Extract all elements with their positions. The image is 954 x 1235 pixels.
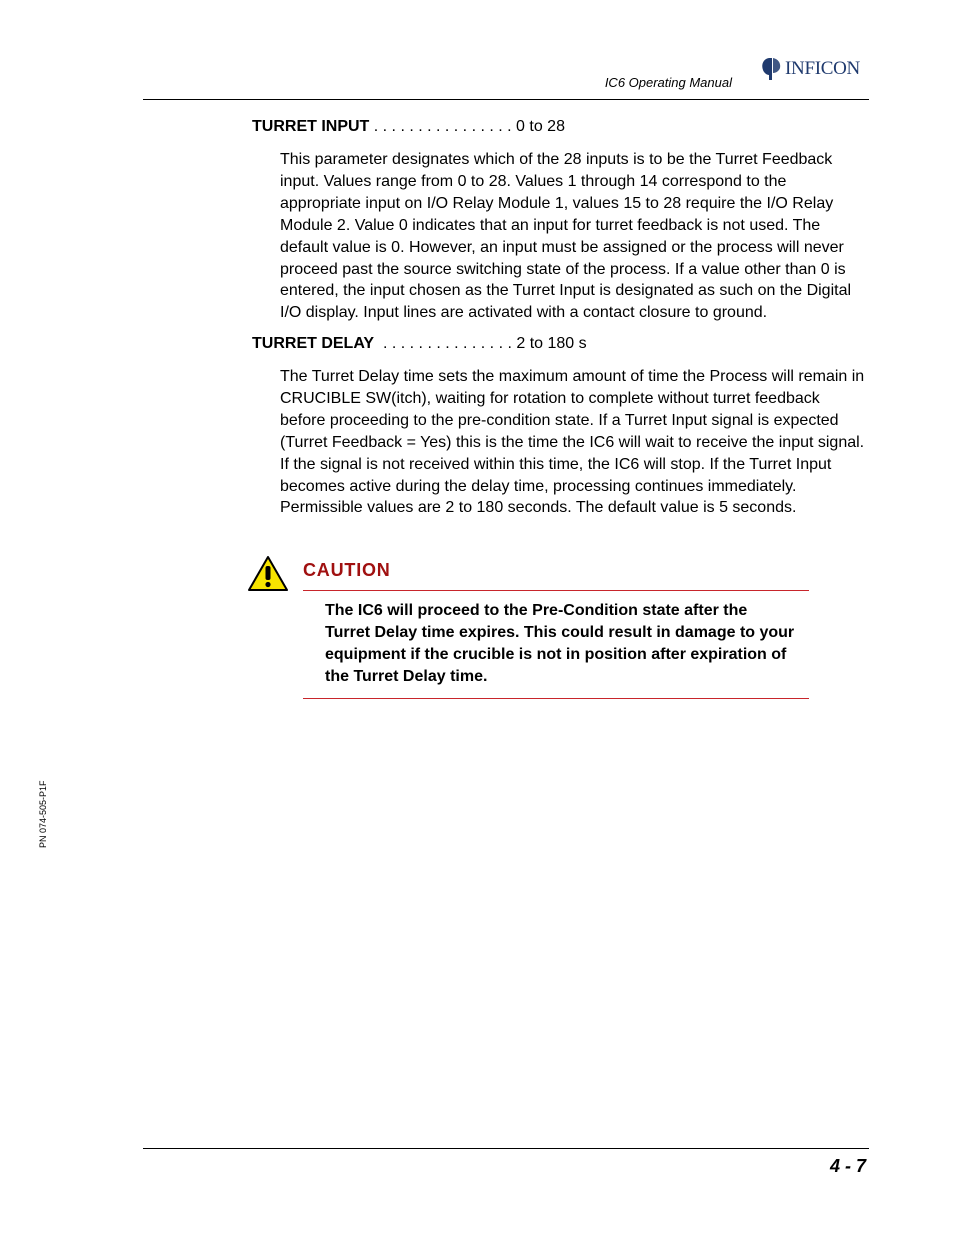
turret-input-heading — [252, 118, 565, 136]
logo-text: INFICON — [785, 58, 860, 79]
caution-top-rule — [303, 590, 809, 591]
part-number-label: PN 074-505-P1F — [38, 780, 48, 848]
manual-title: IC6 Operating Manual — [604, 75, 732, 90]
turret-input-range: 0 to 28 — [516, 118, 565, 135]
turret-input-name: TURRET INPUT — [252, 118, 370, 135]
turret-delay-dots: . . . . . . . . . . . . . . . — [374, 335, 517, 352]
caution-bottom-rule — [303, 698, 809, 699]
turret-delay-range: 2 to 180 s — [516, 335, 587, 352]
inficon-logo-icon — [760, 56, 782, 82]
warning-triangle-icon — [247, 555, 289, 598]
header-rule — [143, 99, 869, 100]
turret-input-description: This parameter designates which of the 28 inputs is to be the Turret Feedback input. Values range from 0 to 28. Values 1 through 14 correspond to the appropriate input on I/O Relay Module 1, values 15 to 28 require the I/O Relay Module 2. Value 0 indicates that an input for turret feedback is not used. The default value is 0. However, an input must be assigned or the process will never proceed past the source switching state of the process. If a value other than 0 is entered, the input chosen as the Turret Input is designated as such on the Digital I/O display. Input lines are activated with a contact closure to ground. — [280, 151, 852, 322]
footer-rule — [143, 1148, 869, 1149]
page-number: 4 - 7 — [829, 1156, 866, 1176]
turret-delay-name: TURRET DELAY — [252, 335, 375, 352]
turret-input-dots: . . . . . . . . . . . . . . . . — [369, 118, 517, 135]
turret-delay-description: The Turret Delay time sets the maximum amount of time the Process will remain in CRUCIBLE SW(itch), waiting for rotation to complete without turret feedback before proceeding to the pre-condition state. If a Turret Input signal is expected (Turret Feedback = Yes) this is the time the IC6 will wait to receive the input signal. If the signal is not received within this time, the IC6 will stop. If the Turret Input becomes active during the delay time, processing continues immediately. Permissible values are 2 to 180 seconds. The default value is 5 seconds. — [280, 368, 865, 517]
caution-text: The IC6 will proceed to the Pre-Condition state after the Turret Delay time expires. This could result in damage to your equipment if the crucible is not in position after expiration of the Turret Delay time. — [325, 602, 795, 685]
inficon-logo — [760, 56, 860, 82]
caution-title: CAUTION — [303, 560, 391, 580]
turret-delay-heading — [252, 335, 587, 353]
